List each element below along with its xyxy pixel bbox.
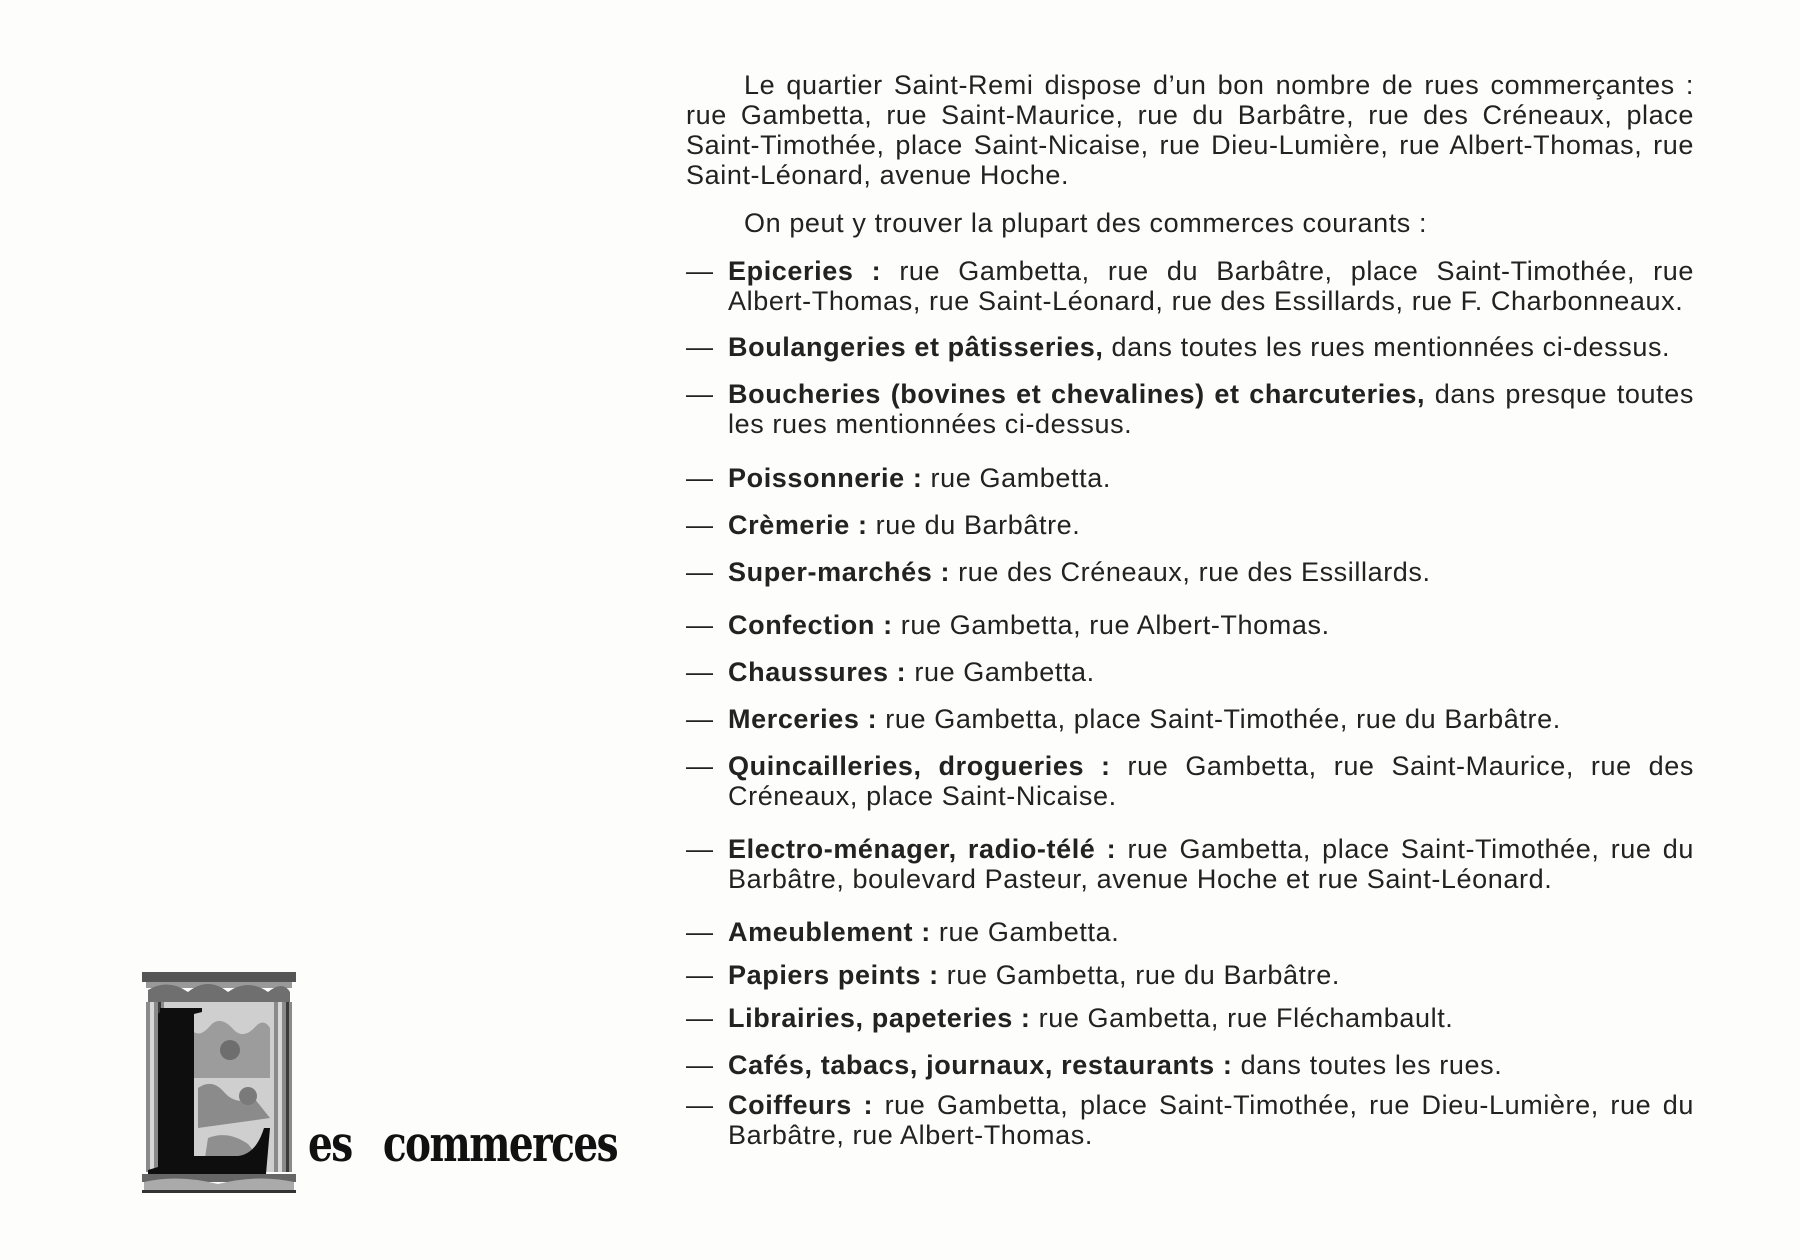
item-term: Ameublement :: [728, 917, 931, 947]
list-item: [686, 256, 1694, 316]
list-item: [686, 751, 1694, 811]
list-dash: —: [686, 610, 714, 640]
item-term: Boucheries (bovines et chevalines) et charcuteries,: [728, 379, 1426, 409]
list-dash: —: [686, 379, 714, 409]
list-item: [686, 704, 1694, 734]
list-item: [686, 510, 1694, 540]
list-item: [686, 834, 1694, 894]
list-item: [686, 610, 1694, 640]
item-term: Cafés, tabacs, journaux, restaurants :: [728, 1050, 1233, 1080]
shops-list: [686, 256, 1694, 1150]
item-term: Papiers peints :: [728, 960, 939, 990]
item-term: Merceries :: [728, 704, 878, 734]
list-item: [686, 657, 1694, 687]
item-text: rue des Créneaux, rue des Essillards.: [950, 557, 1431, 587]
item-text: rue Gambetta, place Saint-Timothée, rue du Barbâtre, boulevard Pasteur, avenue Hoche et rue Saint-Léonard.: [728, 834, 1694, 894]
title-text: [308, 1116, 617, 1172]
list-dash: —: [686, 1050, 714, 1080]
intro-lead-in: On peut y trouver la plupart des commerces courants :: [744, 208, 1428, 238]
item-term: Boulangeries et pâtisseries,: [728, 332, 1104, 362]
list-dash: —: [686, 557, 714, 587]
item-text: rue Gambetta.: [930, 917, 1120, 947]
list-dash: —: [686, 657, 714, 687]
intro-paragraph: Le quartier Saint-Remi dispose d’un bon nombre de rues commerçantes : rue Gambetta, rue Saint-Maurice, rue du Barbâtre, rue des Créneaux, place Saint-Timothée, place Saint-Nicaise, rue Dieu-Lumière, rue Albert-Thomas, rue Saint-Léonard, avenue Hoche.: [686, 70, 1694, 190]
list-dash: —: [686, 332, 714, 362]
item-text: rue Gambetta, place Saint-Timothée, rue du Barbâtre.: [877, 704, 1561, 734]
item-text: rue Gambetta, place Saint-Timothée, rue Dieu-Lumière, rue du Barbâtre, rue Albert-Thomas.: [728, 1090, 1694, 1150]
illuminated-drop-cap: [138, 968, 300, 1196]
list-dash: —: [686, 463, 714, 493]
list-item: [686, 463, 1694, 493]
list-item: [686, 557, 1694, 587]
item-text: rue Gambetta, rue du Barbâtre.: [938, 960, 1340, 990]
list-item: [686, 332, 1694, 362]
item-text: rue Gambetta, rue du Barbâtre, place Saint-Timothée, rue Albert-Thomas, rue Saint-Léonard, rue des Essillards, rue F. Charbonneaux.: [728, 256, 1695, 316]
item-term: Electro-ménager, radio-télé :: [728, 834, 1117, 864]
item-term: Super-marchés :: [728, 557, 951, 587]
item-text: rue Gambetta.: [906, 657, 1095, 687]
item-term: Poissonnerie :: [728, 463, 923, 493]
item-term: Coiffeurs :: [728, 1090, 874, 1120]
item-term: Quincailleries, drogueries :: [728, 751, 1111, 781]
item-text: rue Gambetta, rue Saint-Maurice, rue des Créneaux, place Saint-Nicaise.: [728, 751, 1694, 811]
list-item: [686, 379, 1694, 439]
list-item: [686, 917, 1694, 947]
list-dash: —: [686, 704, 714, 734]
list-dash: —: [686, 751, 714, 781]
section-title: [138, 968, 617, 1200]
title-word-commerces: commerces: [382, 1114, 617, 1173]
list-item: [686, 1090, 1694, 1150]
list-item: [686, 960, 1694, 990]
list-dash: —: [686, 256, 714, 286]
item-term: Confection :: [728, 610, 893, 640]
title-word-es: es: [308, 1114, 352, 1173]
list-dash: —: [686, 917, 714, 947]
list-dash: —: [686, 1003, 714, 1033]
list-dash: —: [686, 834, 714, 864]
item-text: rue Gambetta, rue Fléchambault.: [1030, 1003, 1454, 1033]
item-term: Chaussures :: [728, 657, 907, 687]
list-item: [686, 1003, 1694, 1033]
item-text: rue Gambetta.: [922, 463, 1111, 493]
list-dash: —: [686, 1090, 714, 1120]
list-dash: —: [686, 510, 714, 540]
list-dash: —: [686, 960, 714, 990]
item-term: Librairies, papeteries :: [728, 1003, 1031, 1033]
item-term: Epiceries :: [728, 256, 882, 286]
item-text: dans toutes les rues mentionnées ci-dessus.: [1103, 332, 1671, 362]
item-term: Crèmerie :: [728, 510, 868, 540]
item-text: rue du Barbâtre.: [867, 510, 1081, 540]
item-text: dans presque toutes les rues mentionnées ci-dessus.: [728, 379, 1694, 439]
item-text: dans toutes les rues.: [1232, 1050, 1503, 1080]
text-column: [686, 70, 1694, 1150]
list-item: [686, 1050, 1694, 1080]
item-text: rue Gambetta, rue Albert-Thomas.: [892, 610, 1330, 640]
